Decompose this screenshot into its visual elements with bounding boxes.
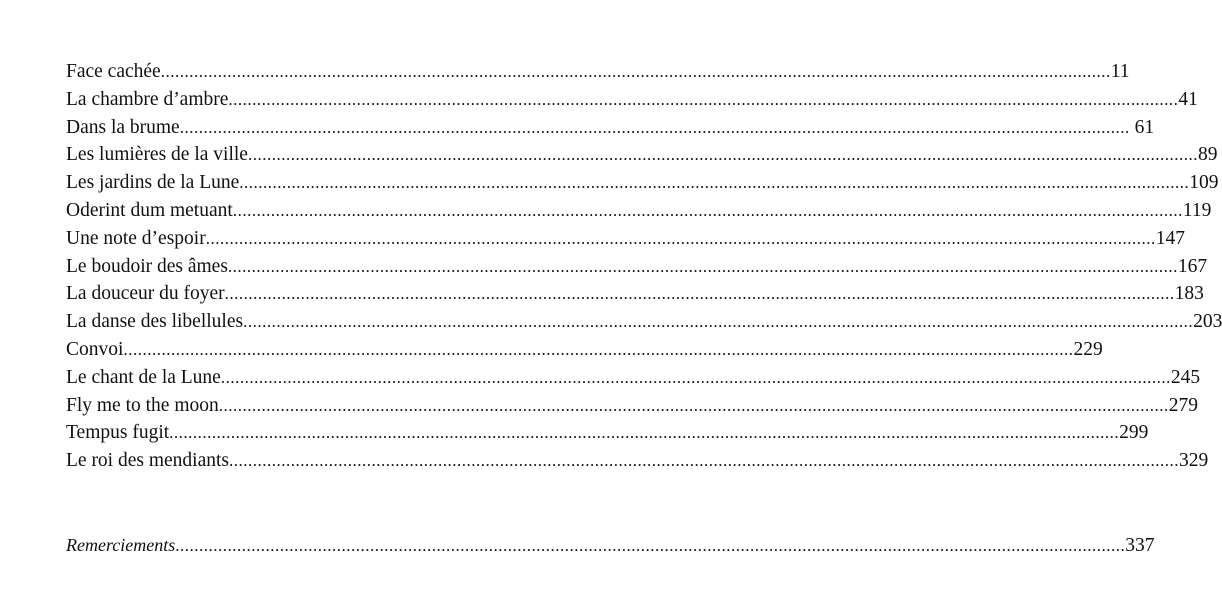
toc-entry-page: 329: [1179, 450, 1209, 472]
table-of-contents: [66, 58, 1222, 560]
dot-leader: ........................................................................................................................................................................................................: [247, 145, 1198, 165]
toc-entry-les-jardins-de-la-lune: [66, 169, 1219, 197]
toc-entry-page: 11: [1110, 61, 1130, 82]
toc-entry-page: 119: [1182, 199, 1212, 221]
dot-leader: ........................................................................................................................................................................................................: [228, 89, 1179, 109]
toc-entry-title: La douceur du foyer: [66, 283, 225, 305]
toc-entry-title: Dans la brume: [66, 116, 180, 138]
toc-entry-la-douceur-du-foyer: [66, 280, 1204, 308]
toc-entry-title: Les jardins de la Lune: [66, 172, 240, 194]
toc-entry-fly-me-to-the-moon: [66, 392, 1198, 420]
toc-entry-face-cachee: [66, 58, 1130, 86]
toc-entry-title: Face cachée: [66, 61, 161, 82]
toc-entry-title: Le roi des mendiants: [66, 450, 229, 472]
toc-entry-les-lumieres-de-la-ville: [66, 141, 1218, 169]
toc-entry-page: 183: [1174, 283, 1204, 305]
toc-entry-page: 299: [1119, 422, 1149, 444]
dot-leader: ........................................................................................................................................................................................................: [218, 395, 1169, 415]
toc-entry-page: 203: [1193, 311, 1222, 333]
toc-entry-la-chambre-d-ambre: [66, 86, 1198, 114]
toc-entry-page: 109: [1189, 172, 1219, 194]
section-spacer: [66, 475, 560, 532]
dot-leader: ........................................................................................................................................................................................................: [123, 339, 1074, 359]
dot-leader: ........................................................................................................................................................................................................: [232, 200, 1183, 220]
toc-entry-la-danse-des-libellules: [66, 308, 1222, 336]
toc-entry-title: Une note d’espoir: [66, 227, 206, 249]
dot-leader: ........................................................................................................................................................................................................: [169, 423, 1120, 443]
toc-entry-title: Remerciements: [66, 534, 176, 555]
dot-leader: ........................................................................................................................................................................................................: [224, 284, 1175, 304]
toc-entry-title: Le chant de la Lune: [66, 366, 221, 388]
toc-entry-title: Fly me to the moon: [66, 394, 219, 416]
toc-entry-page: 245: [1170, 366, 1201, 388]
toc-entry-page: 167: [1177, 255, 1208, 277]
toc-entry-page: 89: [1197, 144, 1218, 166]
toc-entry-oderint-dum-metuant: [66, 197, 1212, 225]
dot-leader: ........................................................................................................................................................................................................: [179, 117, 1130, 137]
toc-entry-le-chant-de-la-lune: [66, 364, 1201, 392]
dot-leader: ........................................................................................................................................................................................................: [175, 535, 1126, 555]
dot-leader: ........................................................................................................................................................................................................: [229, 451, 1179, 471]
toc-entry-convoi: [66, 336, 1103, 364]
toc-entry-page: 279: [1168, 394, 1198, 416]
toc-entry-title: Convoi: [66, 338, 124, 360]
toc-entry-title: Tempus fugit: [66, 422, 170, 444]
toc-entry-title: La danse des libellules: [66, 311, 244, 333]
toc-entry-title: Oderint dum metuant: [66, 199, 233, 221]
toc-entry-title: La chambre d’ambre: [66, 88, 229, 110]
dot-leader: ........................................................................................................................................................................................................: [227, 256, 1178, 276]
toc-entry-page: 61: [1129, 116, 1155, 138]
toc-entry-page: 41: [1178, 88, 1198, 110]
toc-entry-tempus-fugit: [66, 419, 1149, 447]
toc-entry-le-roi-des-mendiants: [66, 447, 1209, 475]
dot-leader: ........................................................................................................................................................................................................: [239, 173, 1190, 193]
dot-leader: ........................................................................................................................................................................................................: [243, 312, 1194, 332]
toc-entry-title: Le boudoir des âmes: [66, 255, 228, 277]
toc-entry-une-note-d-espoir: [66, 225, 1185, 253]
toc-entry-title: Les lumières de la ville: [66, 144, 248, 166]
toc-entry-dans-la-brume: [66, 114, 1155, 142]
dot-leader: ........................................................................................................................................................................................................: [220, 367, 1171, 387]
toc-entry-page: 337: [1125, 534, 1155, 556]
toc-entry-le-boudoir-des-ames: [66, 253, 1208, 281]
dot-leader: ........................................................................................................................................................................................................: [205, 228, 1156, 248]
toc-entry-page: 229: [1073, 338, 1103, 360]
toc-entry-page: 147: [1155, 227, 1185, 249]
dot-leader: ........................................................................................................................................................................................................: [160, 62, 1111, 81]
toc-entry-remerciements: [66, 532, 1155, 560]
